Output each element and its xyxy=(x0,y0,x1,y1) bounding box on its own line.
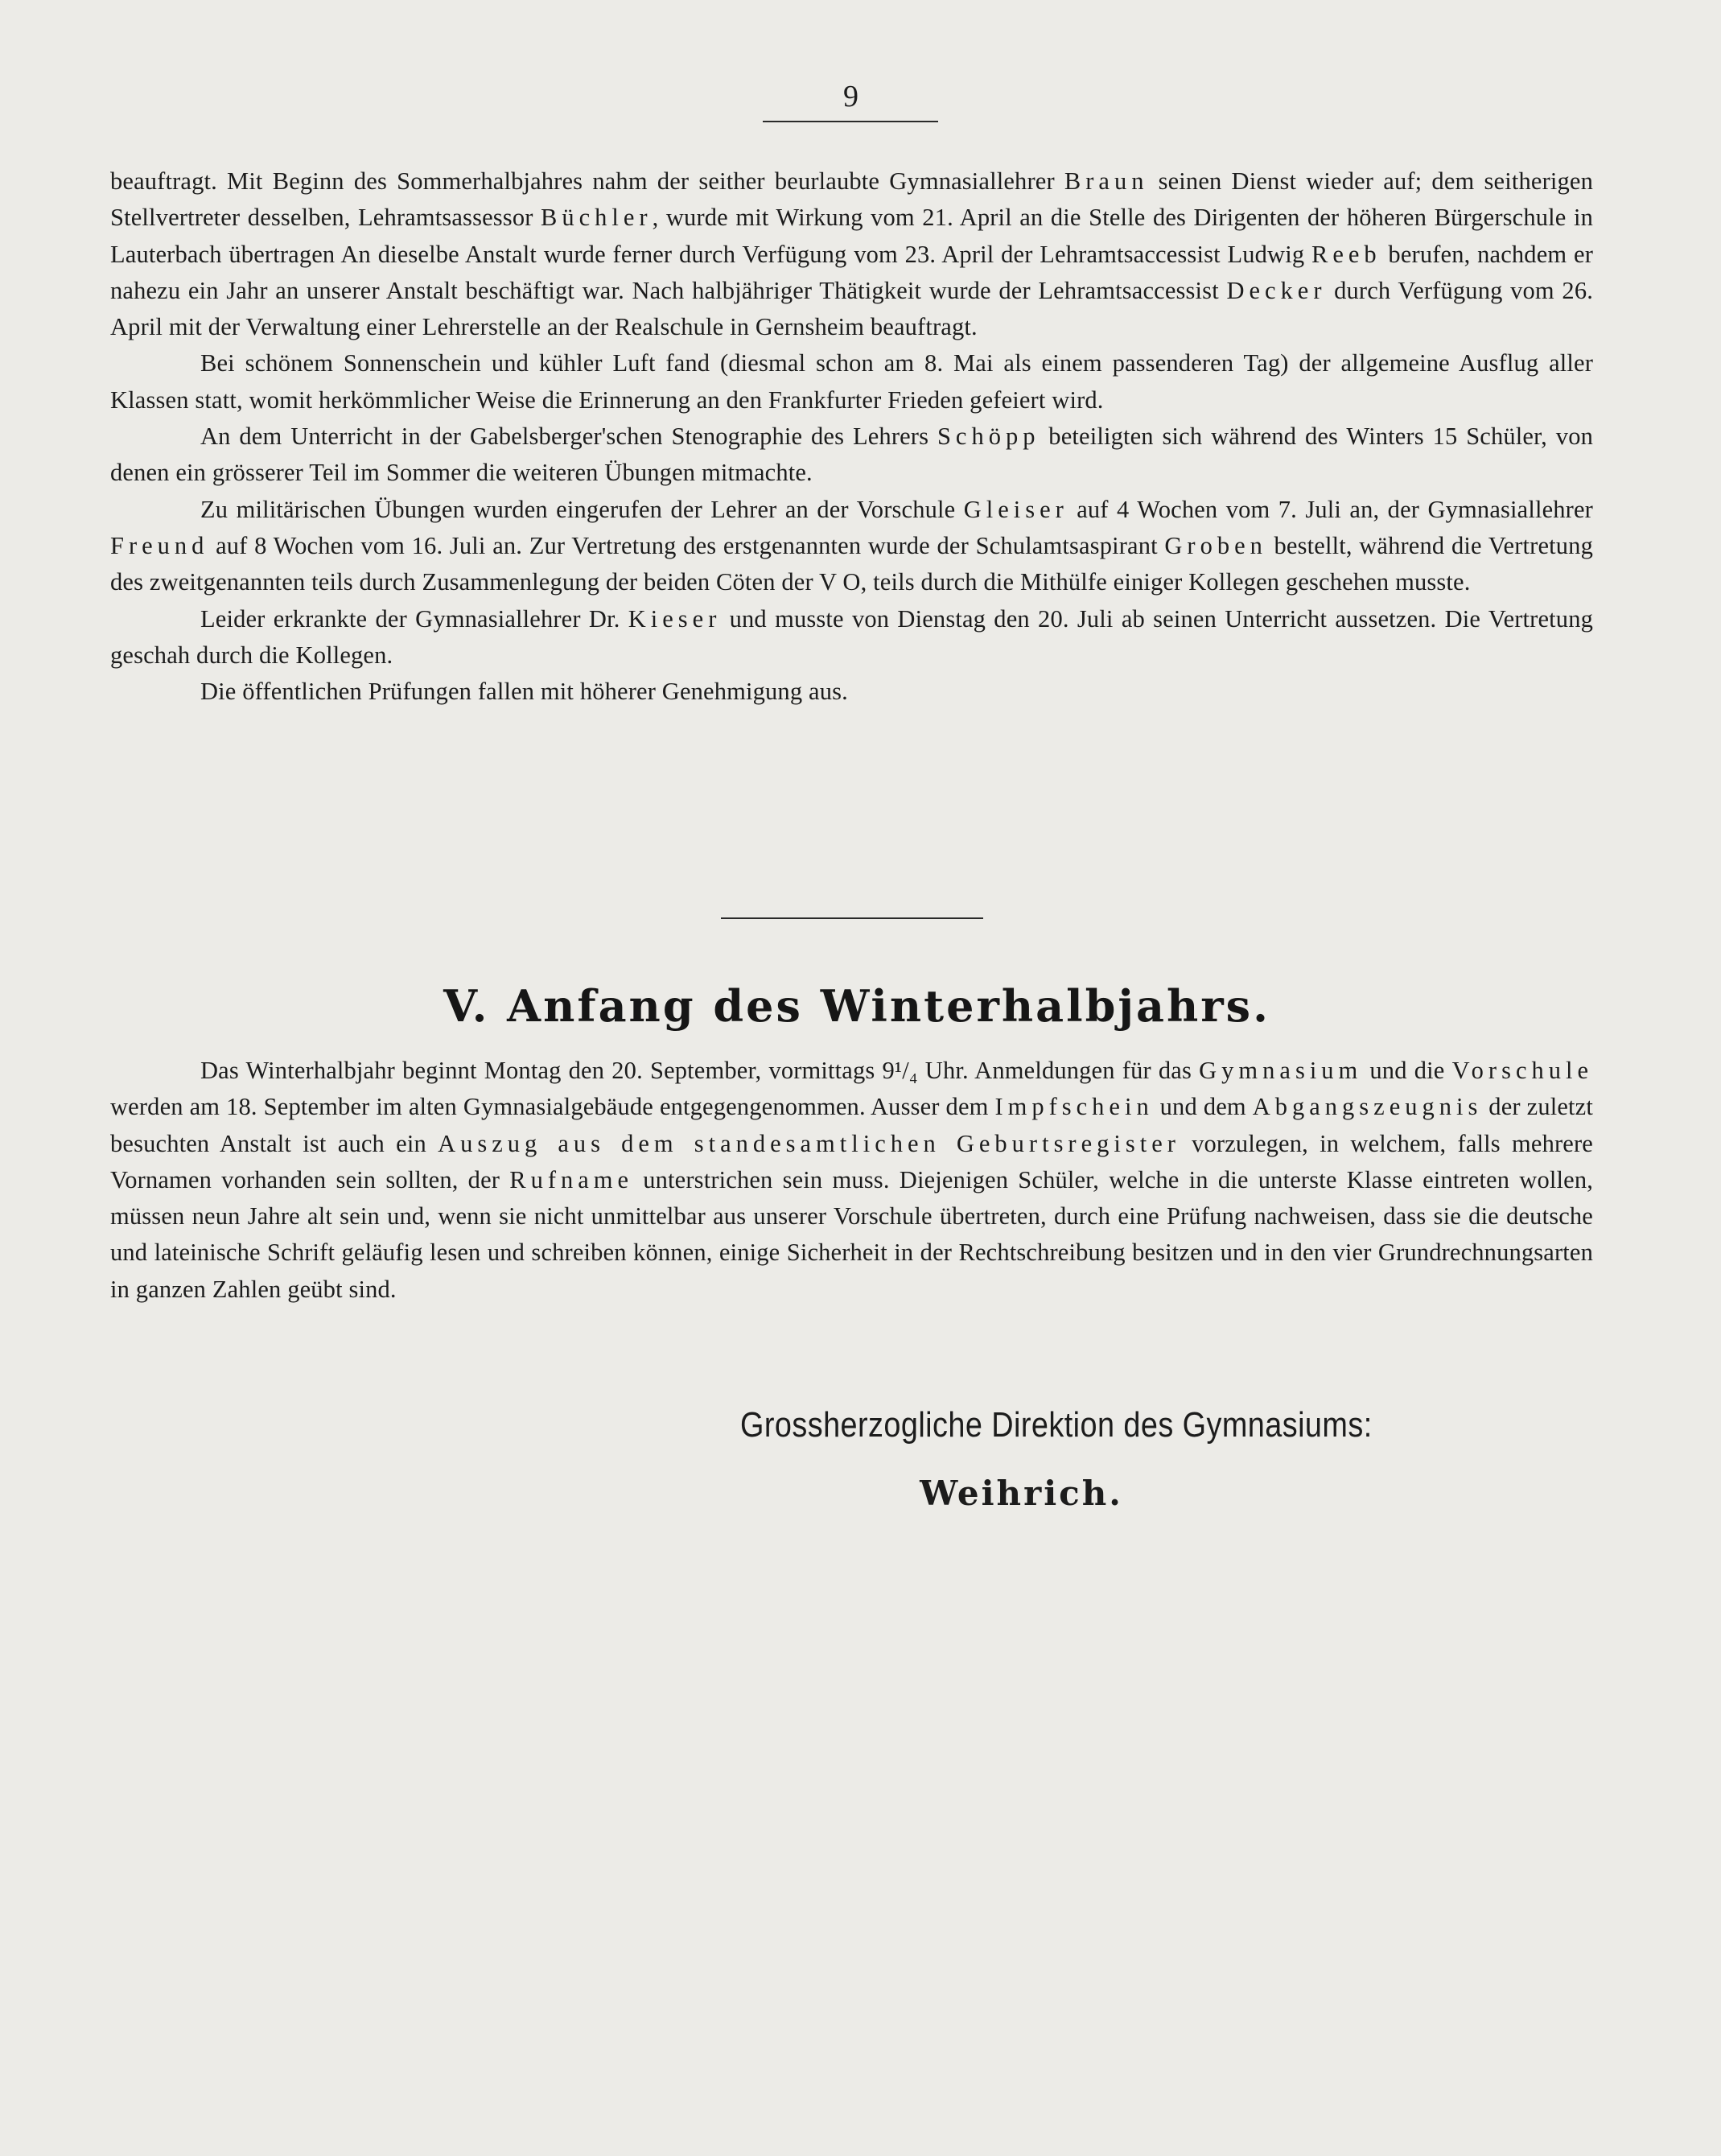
spaced-emphasis-text: Kieser xyxy=(628,604,722,633)
text-run: beteiligten sich während des Winters 15 Schüler, von denen ein grösserer Teil im Sommer die weiteren Übungen mitmachte. xyxy=(110,423,1593,487)
signature-name-text: Weihrich. xyxy=(920,1474,1123,1513)
signature-name xyxy=(0,1470,1721,1518)
text-run: und musste von Dienstag den 20. Juli ab seinen Unterricht aussetzen. Die Vertretung geschah durch die Kollegen. xyxy=(110,604,1594,669)
body-text-block-1 xyxy=(110,163,1593,710)
text-run: der zuletzt besuchten Anstalt ist auch ein xyxy=(110,1093,1593,1157)
page-number: 9 xyxy=(843,80,858,113)
spaced-emphasis-text: Auszug aus dem standesamtlichen Geburtsregister xyxy=(438,1129,1180,1157)
paragraph xyxy=(110,1053,1593,1308)
paragraph xyxy=(110,163,1593,345)
text-run: An dem Unterricht in der Gabelsberger'schen Stenographie des Lehrers xyxy=(200,423,937,451)
body-text-block-2 xyxy=(110,1053,1593,1308)
text-run: Die öffentlichen Prüfungen fallen mit höherer Genehmigung aus. xyxy=(200,678,848,706)
spaced-emphasis-text: Schöpp xyxy=(937,423,1040,451)
text-run: vorzulegen, in welchem, falls mehrere Vornamen vorhanden sein sollten, der xyxy=(110,1129,1593,1193)
text-run: beauftragt. Mit Beginn des Sommerhalbjahres nahm der seither beurlaubte Gymnasiallehrer xyxy=(110,167,1064,195)
spaced-emphasis-text: Freund xyxy=(110,531,209,559)
top-divider xyxy=(763,121,938,122)
section-heading: V. Anfang des Winterhalbjahrs. xyxy=(443,980,1270,1032)
paragraph xyxy=(110,492,1593,601)
text-run: Zu militärischen Übungen wurden eingerufen der Lehrer an der Vorschule xyxy=(200,495,964,523)
text-run: , wurde mit Wirkung vom 21. April an die Stelle des Dirigenten der höheren Bürgerschule in Lauterbach übertragen An dieselbe Anstalt wurde ferner durch Verfügung vom 23. April der Lehramtsaccessist Ludwig xyxy=(110,204,1593,268)
spaced-emphasis-text: Braun xyxy=(1064,167,1149,195)
text-run: und dem xyxy=(1153,1093,1253,1121)
text-run: seinen Dienst wieder auf; dem seitherigen Stellvertreter desselben, Lehramtsassessor xyxy=(110,167,1593,232)
text-run: und die xyxy=(1362,1057,1452,1084)
text-run: Bei schönem Sonnenschein und kühler Luft fand (diesmal schon am 8. Mai als einem passenderen Tag) der allgemeine Ausflug aller Klassen statt, womit herkömmlicher Weise die Erinnerung an den Frankfurter Frieden gefeiert wird. xyxy=(110,349,1593,414)
spaced-emphasis-text: Impfschein xyxy=(994,1093,1154,1121)
text-run: auf 4 Wochen vom 7. Juli an, der Gymnasiallehrer xyxy=(1068,495,1593,523)
spaced-emphasis-text: Groben xyxy=(1164,531,1267,559)
text-run: bestellt, während die Vertretung des zweitgenannten teils durch Zusammenlegung der beiden Cöten der V O, teils durch die Mithülfe einiger Kollegen geschehen musste. xyxy=(110,531,1593,596)
spaced-emphasis-text: Gleiser xyxy=(963,495,1068,523)
spaced-emphasis-text: Büchler xyxy=(541,204,653,232)
paragraph xyxy=(110,418,1593,492)
text-run: unterstrichen sein muss. Diejenigen Schüler, welche in die unterste Klasse eintreten wollen, müssen neun Jahre alt sein und, wenn sie nicht unmittelbar aus unserer Vorschule übertreten, durch eine Prüfung nachweisen, dass sie die deutsche und lateinische Schrift geläufig lesen und schreiben können, einige Sicherheit in der Rechtschreibung besitzen und in den vier Grundrechnungsarten in ganzen Zahlen geübt sind. xyxy=(110,1165,1593,1303)
spaced-emphasis-text: Rufname xyxy=(509,1165,634,1193)
signature-title: Grossherzogliche Direktion des Gymnasiums: xyxy=(740,1405,1373,1445)
spaced-emphasis-text: Decker xyxy=(1226,276,1327,304)
section-divider xyxy=(721,917,983,919)
spaced-emphasis-text: Vorschule xyxy=(1451,1057,1593,1084)
text-run: berufen, nachdem er nahezu ein Jahr an unserer Anstalt beschäftigt war. Nach halbjähriger Thätigkeit wurde der Lehramtsaccessist xyxy=(110,240,1594,304)
paragraph xyxy=(110,674,1593,710)
text-run: werden am 18. September im alten Gymnasialgebäude entgegengenommen. Ausser dem xyxy=(110,1093,995,1121)
paragraph xyxy=(110,345,1593,418)
spaced-emphasis-text: Gymnasium xyxy=(1199,1057,1363,1084)
spaced-emphasis-text: Reeb xyxy=(1311,240,1381,268)
text-run: Das Winterhalbjahr beginnt Montag den 20. September, vormittags 9¹/₄ Uhr. Anmeldungen für das xyxy=(200,1057,1200,1084)
spaced-emphasis-text: Abgangszeugnis xyxy=(1252,1093,1483,1121)
text-run: auf 8 Wochen vom 16. Juli an. Zur Vertretung des erstgenannten wurde der Schulamtsaspirant xyxy=(208,531,1165,559)
paragraph xyxy=(110,601,1593,674)
text-run: Leider erkrankte der Gymnasiallehrer Dr. xyxy=(200,604,628,633)
text-run: durch Verfügung vom 26. April mit der Verwaltung einer Lehrerstelle an der Realschule in Gernsheim beauftragt. xyxy=(110,276,1593,341)
